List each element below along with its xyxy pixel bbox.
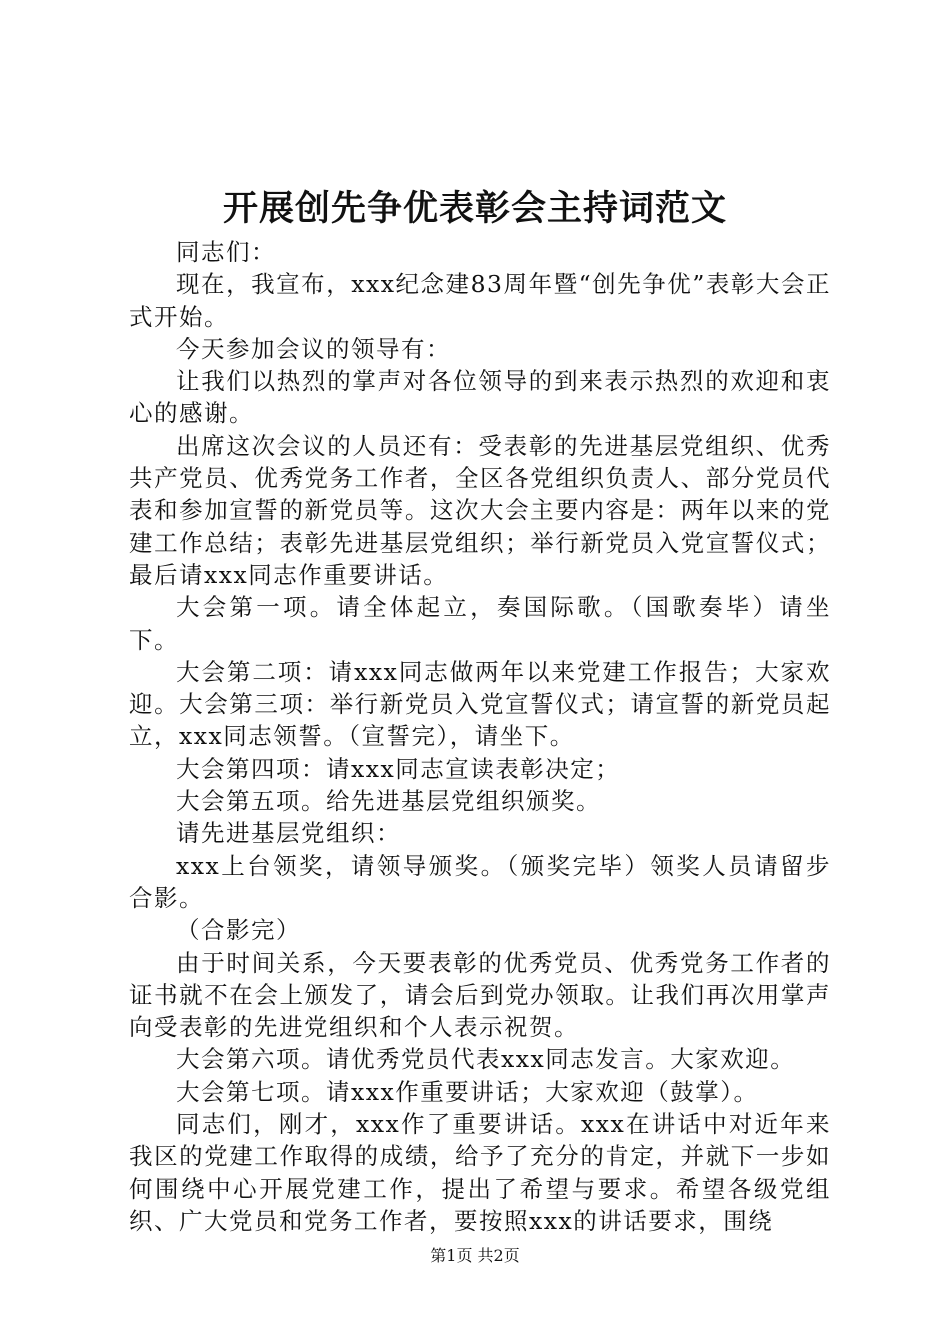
- paragraph: 大会第四项：请xxx同志宣读表彰决定；: [176, 754, 621, 783]
- paragraph: 让我们以热烈的掌声对各位领导的到来表示热烈的欢迎和衷心的感谢。: [129, 367, 831, 428]
- paragraph: 请先进基层党组织：: [176, 819, 401, 848]
- paragraph: 大会第一项。请全体起立，奏国际歌。（国歌奏毕）请坐下。: [129, 593, 831, 654]
- paragraph: （合影完）: [176, 916, 301, 945]
- paragraph: 大会第五项。给先进基层党组织颁奖。: [176, 787, 601, 816]
- paragraph: 今天参加会议的领导有：: [176, 334, 451, 363]
- paragraph: 由于时间关系，今天要表彰的优秀党员、优秀党务工作者的证书就不在会上颁发了，请会后到党办领取。让我们再次用掌声向受表彰的先进党组织和个人表示祝贺。: [129, 948, 831, 1042]
- document-body: [129, 236, 831, 1237]
- paragraph: 大会第二项：请xxx同志做两年以来党建工作报告；大家欢迎。大会第三项：举行新党员入党宣誓仪式；请宣誓的新党员起立，xxx同志领誓。（宣誓完），请坐下。: [129, 657, 831, 751]
- page-footer: 第1页 共2页: [430, 1246, 520, 1265]
- paragraph: xxx上台领奖，请领导颁奖。（颁奖完毕）领奖人员请留步合影。: [129, 851, 831, 912]
- paragraph: 现在，我宣布，xxx纪念建83周年暨“创先争优”表彰大会正式开始。: [129, 270, 831, 331]
- paragraph: 出席这次会议的人员还有：受表彰的先进基层党组织、优秀共产党员、优秀党务工作者，全区各党组织负责人、部分党员代表和参加宣誓的新党员等。这次大会主要内容是：两年以来的党建工作总结；表彰先进基层党组织；举行新党员入党宣誓仪式；最后请xxx同志作重要讲话。: [129, 431, 831, 589]
- paragraph: 同志们，刚才，xxx作了重要讲话。xxx在讲话中对近年来我区的党建工作取得的成绩，给予了充分的肯定，并就下一步如何围绕中心开展党建工作，提出了希望与要求。希望各级党组织、广大党员和党务工作者，要按照xxx的讲话要求，围绕: [129, 1110, 831, 1235]
- paragraph: 大会第六项。请优秀党员代表xxx同志发言。大家欢迎。: [176, 1045, 796, 1074]
- paragraph: 大会第七项。请xxx作重要讲话；大家欢迎（鼓掌）。: [176, 1077, 759, 1106]
- document-title: 开展创先争优表彰会主持词范文: [222, 188, 727, 229]
- paragraph: 同志们：: [176, 238, 276, 266]
